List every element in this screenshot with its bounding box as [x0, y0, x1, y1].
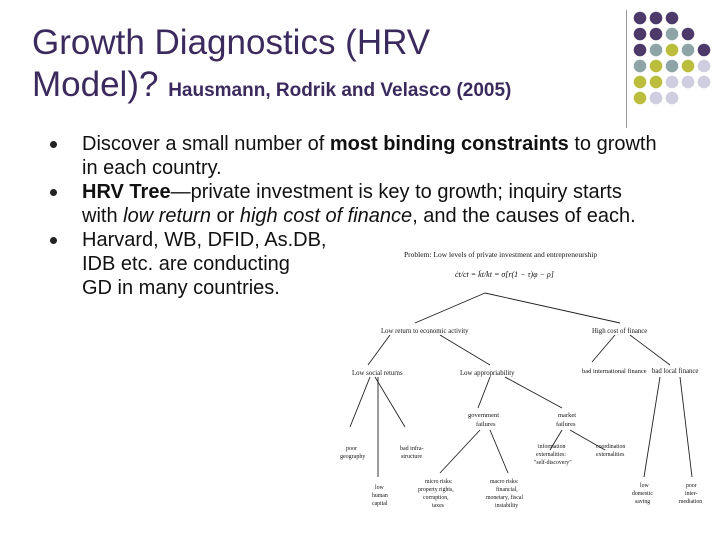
bullet-2-text-bold: HRV Tree	[82, 181, 171, 203]
tree-low-hc-1: low	[375, 485, 384, 491]
decorative-dot	[650, 92, 663, 105]
tree-low-hc-3: capital	[372, 501, 388, 507]
bullet-2-text-post: , and the causes of each.	[412, 205, 636, 227]
tree-market-failures-1: market	[558, 412, 577, 419]
tree-bad-intl-finance: bad international finance	[582, 368, 647, 375]
tree-low-saving-2: domestic	[632, 491, 653, 497]
tree-macro-3: monetary, fiscal	[486, 495, 523, 501]
tree-low-saving-3: saving	[635, 499, 651, 505]
tree-low-appropriability: Low appropriability	[460, 370, 515, 377]
bullet-2-text-mid2: or	[210, 205, 240, 227]
bullet-item-2	[50, 180, 660, 228]
tree-bad-local-finance: bad local finance	[652, 368, 699, 375]
tree-market-failures-2: failures	[556, 421, 576, 428]
bullet-dot-icon	[50, 237, 57, 244]
decorative-dot	[666, 28, 679, 41]
tree-info-2: externalities:	[536, 452, 566, 458]
decorative-dot	[666, 12, 679, 25]
tree-low-social-returns: Low social returns	[352, 370, 403, 377]
decorative-dot	[650, 44, 663, 57]
tree-macro-2: financial,	[496, 487, 518, 493]
slide-title	[32, 22, 612, 112]
tree-macro-1: macro risks:	[490, 479, 519, 485]
bullet-1-text-pre: Discover a small number of	[82, 133, 330, 155]
tree-low-saving-1: low	[640, 483, 649, 489]
title-line-2	[32, 64, 612, 112]
title-model: Model)?	[32, 65, 159, 104]
bullet-2-text-em2: high cost of finance	[239, 205, 413, 227]
bullet-2-text-mid: —private investment is key to growth; inquiry starts with	[82, 181, 622, 227]
decorative-dot	[682, 76, 695, 89]
decorative-dot	[698, 44, 711, 57]
bullet-1-text-bold: most binding constraints	[329, 133, 569, 155]
bullet-3-line-2: IDB etc. are conducting	[82, 253, 290, 275]
decorative-dot	[698, 60, 711, 73]
tree-background	[330, 245, 715, 535]
tree-low-return: Low return to economic activity	[381, 328, 469, 335]
decorative-dot	[698, 76, 711, 89]
bullet-3-line-3: GD in many countries.	[82, 277, 280, 299]
tree-bad-infra-1: bad infra-	[400, 446, 424, 452]
decorative-dot	[634, 12, 647, 25]
decorative-dot	[666, 76, 679, 89]
decorative-dot	[650, 28, 663, 41]
decorative-dot	[634, 44, 647, 57]
decorative-dot	[666, 44, 679, 57]
title-line-1: Growth Diagnostics (HRV	[32, 23, 431, 62]
tree-govt-failures-2: failures	[476, 421, 496, 428]
tree-govt-failures-1: government	[468, 412, 500, 419]
title-authors: Hausmann, Rodrik and Velasco (2005)	[168, 80, 512, 101]
tree-bad-infra-2: structure	[401, 454, 422, 460]
hrv-tree-diagram	[330, 245, 715, 535]
decorative-dot	[682, 28, 695, 41]
tree-root: Problem: Low levels of private investment and entrepreneurship	[404, 250, 598, 259]
bullet-item-1	[50, 132, 660, 180]
tree-formula: ċt/ct = k̇t/kt = σ[r(1 − τ)φ − ρ]	[455, 270, 554, 279]
bullet-3-line-1: Harvard, WB, DFID, As.DB,	[82, 229, 327, 251]
tree-coord-1: coordination	[596, 444, 626, 450]
decorative-dot	[634, 28, 647, 41]
decorative-dot	[666, 60, 679, 73]
tree-low-hc-2: human	[372, 493, 388, 499]
title-divider-line	[626, 10, 627, 128]
decorative-dot	[682, 60, 695, 73]
tree-poor-inter-3: mediation	[679, 499, 703, 505]
tree-micro-2: property rights,	[418, 487, 454, 493]
decorative-dot	[634, 76, 647, 89]
tree-poor-inter-1: poor	[686, 483, 697, 489]
tree-coord-2: externalities	[596, 452, 625, 458]
bullet-2-text-em1: low return	[123, 205, 211, 227]
decorative-dot	[634, 60, 647, 73]
decorative-dot	[650, 76, 663, 89]
tree-micro-4: taxes	[432, 503, 444, 509]
bullet-dot-icon	[50, 141, 57, 148]
tree-poor-geo-2: geography	[340, 454, 366, 460]
decorative-dot	[650, 60, 663, 73]
bullet-1-text-post: to growth in each country.	[82, 133, 657, 179]
tree-info-1: information	[538, 444, 566, 450]
tree-macro-4: instability	[495, 503, 519, 509]
decorative-dot	[666, 92, 679, 105]
decorative-dot	[634, 92, 647, 105]
tree-micro-3: corruption,	[423, 495, 449, 501]
tree-micro-1: micro risks:	[425, 479, 453, 485]
tree-poor-inter-2: inter-	[685, 491, 698, 497]
tree-high-cost: High cost of finance	[592, 328, 648, 335]
decorative-dot	[650, 12, 663, 25]
bullet-dot-icon	[50, 189, 57, 196]
tree-info-3: "self-discovery"	[534, 460, 572, 466]
tree-poor-geo-1: poor	[346, 446, 357, 452]
decorative-dot	[682, 44, 695, 57]
